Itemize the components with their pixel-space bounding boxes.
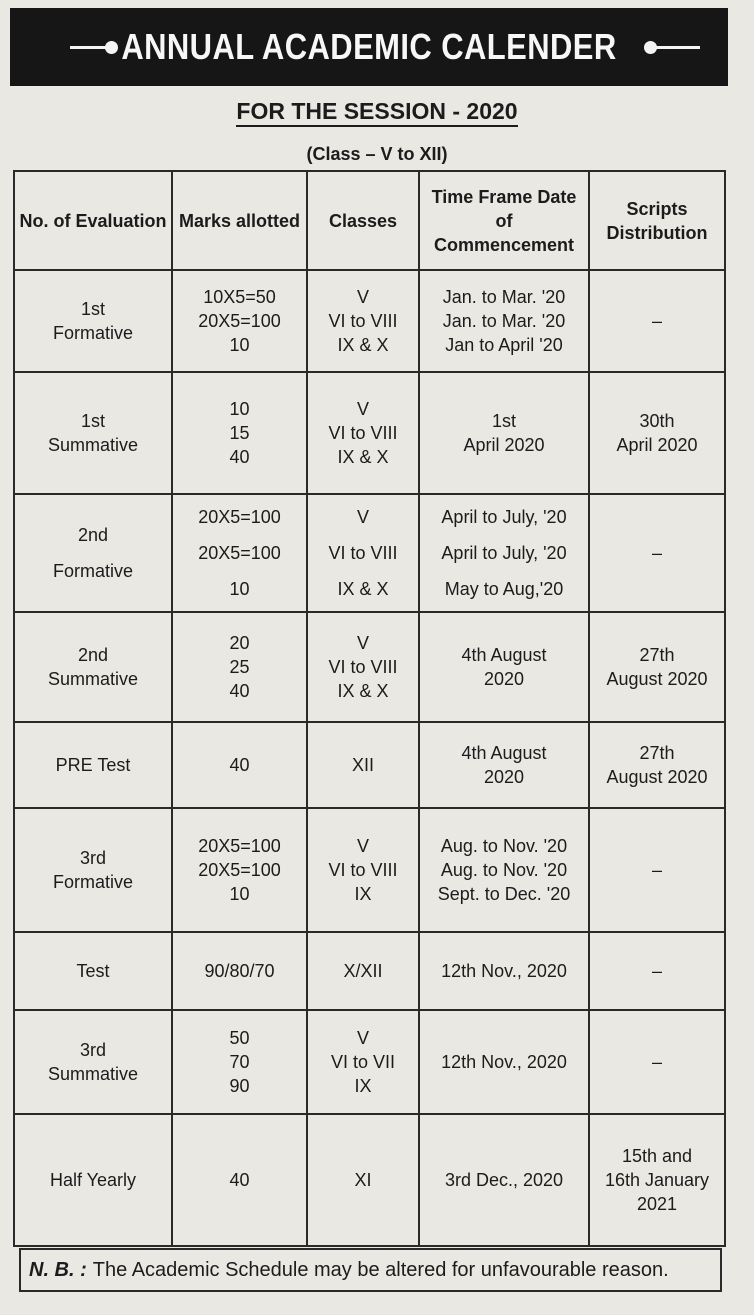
cell-line: – (651, 860, 662, 880)
cell-time (419, 808, 589, 932)
cell-scripts (589, 270, 725, 372)
cell-line: VI to VIII (328, 423, 398, 443)
cell-line: V (356, 1028, 369, 1048)
cell-line: 4th August (461, 645, 547, 665)
cell-line: 20X5=100 (198, 543, 281, 563)
cell-line: Test (76, 961, 110, 981)
cell-marks (172, 932, 307, 1010)
cell-line: V (356, 399, 369, 419)
cell-line: Formative (52, 561, 133, 581)
cell-line: Half Yearly (49, 1170, 137, 1190)
cell-line: April 2020 (616, 435, 698, 455)
cell-line: Sept. to Dec. '20 (437, 884, 571, 904)
cell-line: 10X5=50 (203, 287, 276, 307)
cell-line: 16th January (604, 1170, 710, 1190)
cell-evaluation (14, 722, 172, 808)
cell-time (419, 494, 589, 612)
table-header-row (14, 171, 725, 270)
cell-marks (172, 612, 307, 722)
cell-line: 15 (229, 423, 250, 443)
cell-line: VI to VIII (328, 543, 398, 563)
cell-classes (307, 1114, 419, 1246)
cell-line: 20X5=100 (198, 836, 281, 856)
table-row (14, 270, 725, 372)
col-header-scripts: Scripts Distribution (589, 171, 725, 270)
cell-line: X/XII (343, 961, 383, 981)
cell-line: 12th Nov., 2020 (441, 1052, 567, 1072)
cell-line: Summative (47, 669, 139, 689)
cell-line: VI to VIII (328, 311, 398, 331)
cell-time (419, 722, 589, 808)
footnote (19, 1248, 722, 1292)
table-row (14, 494, 725, 612)
cell-evaluation (14, 372, 172, 494)
cell-line: August 2020 (606, 767, 708, 787)
cell-time (419, 372, 589, 494)
cell-line: 2020 (483, 669, 525, 689)
cell-line: – (651, 311, 662, 331)
cell-time (419, 1114, 589, 1246)
cell-evaluation (14, 1010, 172, 1114)
cell-scripts (589, 1010, 725, 1114)
cell-line: XII (351, 755, 374, 775)
cell-marks (172, 494, 307, 612)
cell-line: V (356, 287, 369, 307)
cell-line: IX (354, 1076, 372, 1096)
cell-line: 12th Nov., 2020 (441, 961, 567, 981)
cell-line: 40 (229, 755, 250, 775)
cell-scripts (589, 932, 725, 1010)
cell-marks (172, 270, 307, 372)
cell-scripts (589, 808, 725, 932)
cell-line: Jan to April '20 (445, 335, 563, 355)
cell-time (419, 1010, 589, 1114)
cell-line: V (356, 507, 369, 527)
cell-classes (307, 808, 419, 932)
cell-classes (307, 270, 419, 372)
cell-marks (172, 1010, 307, 1114)
cell-line: 27th (639, 743, 675, 763)
col-header-evaluation: No. of Evaluation (14, 171, 172, 270)
banner-dot-left (105, 41, 118, 54)
cell-scripts (589, 494, 725, 612)
cell-time (419, 612, 589, 722)
cell-line: – (651, 1052, 662, 1072)
cell-line: PRE Test (55, 755, 131, 775)
table-row (14, 808, 725, 932)
cell-line: Summative (47, 1064, 139, 1084)
col-header-classes: Classes (307, 171, 419, 270)
cell-scripts (589, 372, 725, 494)
cell-marks (172, 722, 307, 808)
cell-evaluation (14, 808, 172, 932)
cell-classes (307, 1010, 419, 1114)
cell-line: 2nd (77, 645, 109, 665)
cell-line: IX & X (337, 447, 389, 467)
calendar-table (13, 170, 726, 1247)
cell-classes (307, 494, 419, 612)
cell-line: 70 (229, 1052, 250, 1072)
cell-classes (307, 372, 419, 494)
cell-line: 20 (229, 633, 250, 653)
cell-line: 2020 (483, 767, 525, 787)
cell-marks (172, 372, 307, 494)
session-text: FOR THE SESSION - 2020 (236, 98, 517, 127)
cell-line: 20X5=100 (198, 507, 281, 527)
cell-marks (172, 1114, 307, 1246)
cell-scripts (589, 1114, 725, 1246)
cell-line: VI to VIII (328, 657, 398, 677)
col-header-time-frame: Time Frame Date of Commencement (419, 171, 589, 270)
cell-time (419, 932, 589, 1010)
cell-line: 1st (491, 411, 516, 431)
session-heading (0, 98, 754, 125)
cell-line: 25 (229, 657, 250, 677)
cell-line: – (651, 543, 662, 563)
cell-line: VI to VII (330, 1052, 396, 1072)
cell-line: 30th (639, 411, 675, 431)
cell-line: Summative (47, 435, 139, 455)
cell-line: April to July, '20 (441, 507, 567, 527)
cell-marks (172, 808, 307, 932)
cell-line: 90/80/70 (204, 961, 275, 981)
footnote-text: The Academic Schedule may be altered for unfavourable reason. (92, 1258, 669, 1281)
cell-line: 4th August (461, 743, 547, 763)
cell-line: 10 (229, 579, 250, 599)
table-row (14, 612, 725, 722)
cell-line: IX & X (337, 579, 389, 599)
table-row (14, 372, 725, 494)
cell-line: IX & X (337, 335, 389, 355)
cell-line: Jan. to Mar. '20 (442, 287, 566, 307)
cell-line: 40 (229, 447, 250, 467)
cell-evaluation (14, 494, 172, 612)
cell-evaluation (14, 1114, 172, 1246)
table-row (14, 932, 725, 1010)
cell-line: Aug. to Nov. '20 (440, 836, 568, 856)
cell-scripts (589, 722, 725, 808)
cell-line: Jan. to Mar. '20 (442, 311, 566, 331)
cell-line: – (651, 961, 662, 981)
cell-line: 15th and (621, 1146, 693, 1166)
cell-line: VI to VIII (328, 860, 398, 880)
col-header-marks: Marks allotted (172, 171, 307, 270)
banner-rule-left (70, 46, 108, 49)
cell-classes (307, 932, 419, 1010)
cell-line: April to July, '20 (441, 543, 567, 563)
cell-classes (307, 722, 419, 808)
page-title: ANNUAL ACADEMIC CALENDER (121, 26, 617, 67)
cell-line: Aug. to Nov. '20 (440, 860, 568, 880)
cell-scripts (589, 612, 725, 722)
cell-line: 3rd (79, 1040, 106, 1060)
table-row (14, 1114, 725, 1246)
cell-line: Formative (52, 323, 133, 343)
cell-line: 40 (229, 1170, 250, 1190)
cell-line: 27th (639, 645, 675, 665)
cell-classes (307, 612, 419, 722)
table-body (14, 270, 725, 1246)
cell-line: IX & X (337, 681, 389, 701)
cell-line: 2nd (77, 525, 109, 545)
cell-line: 10 (229, 335, 250, 355)
cell-line: 90 (229, 1076, 250, 1096)
cell-line: 1st (80, 411, 105, 431)
cell-line: April 2020 (463, 435, 545, 455)
title-banner (10, 8, 728, 86)
footnote-label: N. B. : (29, 1258, 87, 1281)
cell-evaluation (14, 932, 172, 1010)
cell-line: 20X5=100 (198, 860, 281, 880)
cell-line: 10 (229, 884, 250, 904)
cell-line: V (356, 836, 369, 856)
cell-line: August 2020 (606, 669, 708, 689)
cell-evaluation (14, 612, 172, 722)
cell-line: 1st (80, 299, 105, 319)
cell-line: 50 (229, 1028, 250, 1048)
cell-line: 2021 (636, 1194, 678, 1214)
cell-line: IX (354, 884, 372, 904)
cell-line: 10 (229, 399, 250, 419)
table-row (14, 1010, 725, 1114)
class-range: (Class – V to XII) (306, 144, 448, 164)
cell-line: 3rd (79, 848, 106, 868)
cell-line: May to Aug,'20 (444, 579, 564, 599)
cell-time (419, 270, 589, 372)
cell-line: 40 (229, 681, 250, 701)
cell-line: XI (354, 1170, 372, 1190)
cell-line: V (356, 633, 369, 653)
cell-line: 3rd Dec., 2020 (444, 1170, 564, 1190)
table-row (14, 722, 725, 808)
cell-line: Formative (52, 872, 133, 892)
cell-line: 20X5=100 (198, 311, 281, 331)
banner-rule-right (656, 46, 700, 49)
cell-evaluation (14, 270, 172, 372)
